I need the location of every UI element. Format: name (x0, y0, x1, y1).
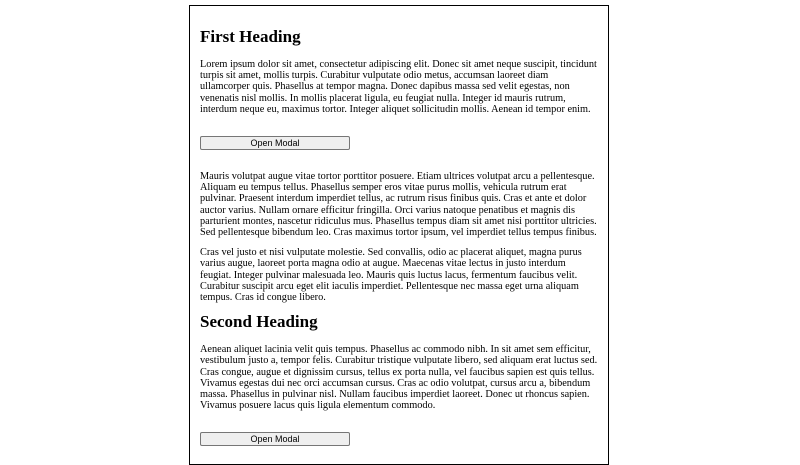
second-paragraph: Mauris volutpat augue vitae tortor porttitor posuere. Etiam ultrices volutpat arcu a pellentesque. Aliquam eu tempus tellus. Phasellus semper eros vitae purus mollis, vehicula rutrum erat pulvinar. Praesent interdum imperdiet tellus, ac rutrum risus finibus quis. Cras et ante et dolor auctor varius. Nullam ornare efficitur fringilla. Orci varius natoque penatibus et magnis dis parturient montes, nascetur ridiculus mus. Phasellus tempus diam sit amet nisi porttitor ultricies. Sed pellentesque bibendum leo. Cras maximus tortor ipsum, vel imperdiet tellus tempus finibus. (200, 171, 597, 239)
open-modal-button-2[interactable]: Open Modal (200, 432, 350, 446)
first-button-wrapper (200, 136, 598, 150)
second-button-wrapper (200, 432, 598, 446)
third-paragraph: Cras vel justo et nisi vulputate molestie. Sed convallis, odio ac placerat aliquet, magna purus varius augue, laoreet porta magna odio at augue. Maecenas vitae lectus in justo interdum feugiat. Integer pulvinar malesuada leo. Mauris quis luctus lacus, fermentum faucibus velit. Curabitur suscipit arcu eget elit iaculis imperdiet. Pellentesque nec massa eget urna aliquam tempus. Cras id congue libero. (200, 247, 582, 304)
open-modal-button-1[interactable]: Open Modal (200, 136, 350, 150)
second-heading-wrapper (200, 312, 598, 332)
fourth-paragraph: Aenean aliquet lacinia velit quis tempus. Phasellus ac commodo nibh. In sit amet sem efficitur, vestibulum justo a, tempor felis. Curabitur tristique vulputate libero, sed aliquam erat luctus sed. Cras congue, augue et dignissim cursus, tellus ex porta nulla, vel faucibus sapien est quis tellus. Vivamus egestas dui nec orci accumsan cursus. Cras ac odio volutpat, cursus arcu a, bibendum massa. Phasellus in pulvinar nisl. Nullam faucibus imperdiet laoreet. Donec ut rhoncus sapien. Vivamus posuere lacus quis ligula elementum commodo. (200, 344, 598, 412)
second-heading: Second Heading (200, 312, 318, 332)
first-heading: First Heading (200, 27, 301, 46)
content-container (189, 5, 609, 465)
first-paragraph: Lorem ipsum dolor sit amet, consectetur adipiscing elit. Donec sit amet neque suscipit, tincidunt turpis sit amet, mollis turpis. Curabitur vulputate odio metus, accumsan laoreet diam ullamcorper quis. Phasellus at tempor magna. Donec dapibus massa sed velit egestas, non venenatis nisl mollis. In mollis placerat ligula, eu feugiat nulla. Integer id mauris rutrum, interdum neque eu, maximus tortor. Integer aliquet sollicitudin mollis. Aenean id tempor enim. (200, 59, 597, 115)
